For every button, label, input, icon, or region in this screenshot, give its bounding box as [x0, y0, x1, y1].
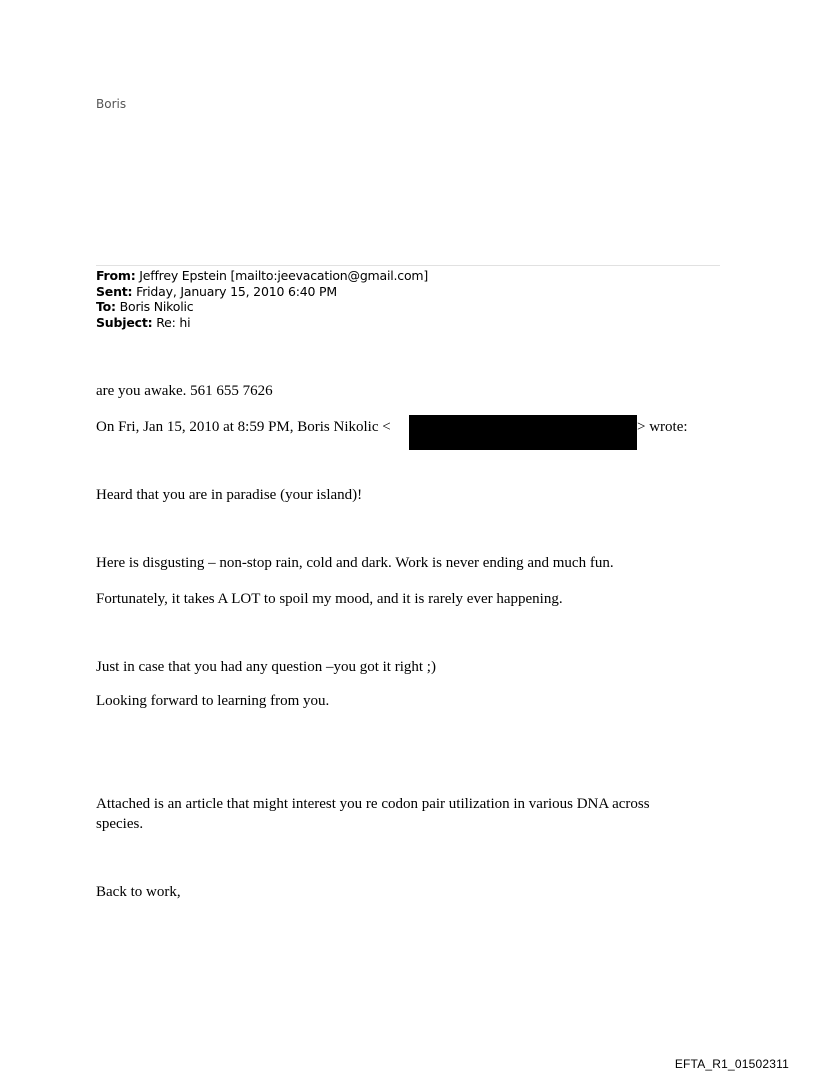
from-line: [96, 268, 428, 284]
redaction-box: [409, 415, 637, 450]
body-paragraph: species.: [96, 816, 144, 832]
body-paragraph: Looking forward to learning from you.: [96, 693, 330, 709]
to-line: [96, 299, 428, 315]
body-paragraph: Fortunately, it takes A LOT to spoil my mood, and it is rarely ever happening.: [96, 591, 563, 607]
subject-value: Re: hi: [156, 314, 191, 330]
from-label: From:: [96, 268, 136, 283]
signature-text: Boris: [96, 97, 127, 111]
body-paragraph: Here is disgusting – non-stop rain, cold and dark. Work is never ending and much fun.: [96, 555, 614, 571]
quote-intro-after: > wrote:: [637, 419, 688, 435]
body-paragraph: Attached is an article that might interest you re codon pair utilization in various DNA across: [96, 796, 650, 812]
body-paragraph: Back to work,: [96, 884, 181, 900]
subject-line: [96, 315, 428, 331]
body-paragraph: Heard that you are in paradise (your island)!: [96, 487, 363, 503]
from-value: Jeffrey Epstein [mailto:jeevacation@gmail.com]: [139, 268, 429, 283]
quote-intro-before: On Fri, Jan 15, 2010 at 8:59 PM, Boris Nikolic <: [96, 419, 391, 435]
body-paragraph: Just in case that you had any question –you got it right ;): [96, 659, 436, 675]
email-header: [96, 268, 428, 330]
to-label: To:: [96, 299, 116, 314]
subject-label: Subject:: [96, 314, 153, 330]
to-value: Boris Nikolic: [119, 299, 194, 314]
sent-value: Friday, January 15, 2010 6:40 PM: [136, 283, 337, 299]
document-id: EFTA_R1_01502311: [674, 1057, 789, 1071]
reply-line: are you awake. 561 655 7626: [96, 383, 273, 399]
header-divider: [96, 265, 720, 266]
sent-line: [96, 284, 428, 300]
sent-label: Sent:: [96, 283, 133, 299]
